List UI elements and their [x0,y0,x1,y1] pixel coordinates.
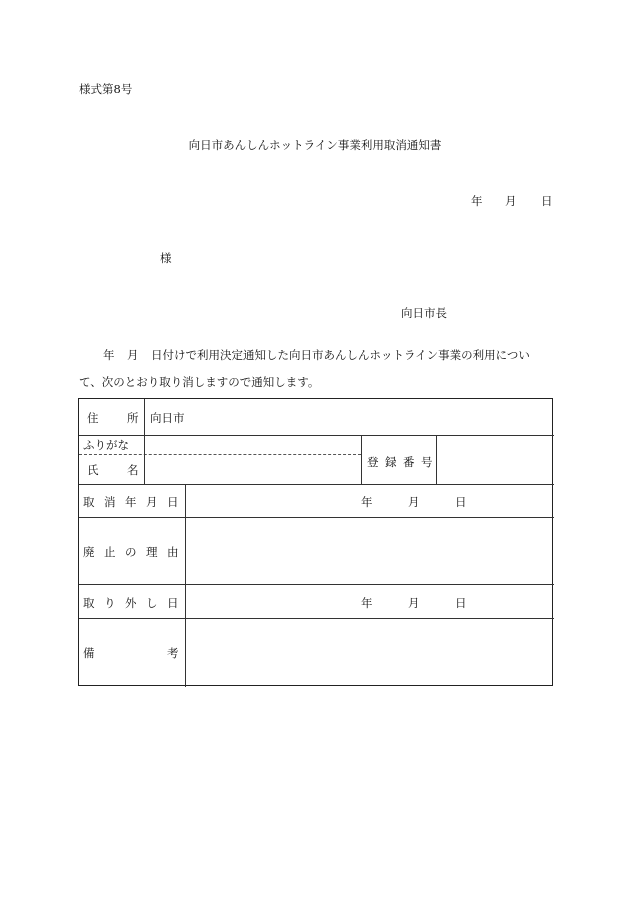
cancel-date-label-3: 年 [125,495,137,509]
removal-date-day: 日 [455,596,467,610]
cancel-date-label-4: 月 [146,495,158,509]
document-title: 向日市あんしんホットライン事業利用取消通知書 [188,138,442,152]
cancel-date-label-1: 取 [83,495,95,509]
issuer: 向日市長 [401,306,447,320]
removal-date-month: 月 [408,596,420,610]
registration-label-3: 番 [403,455,415,469]
address-value: 向日市 [150,411,185,425]
header-date-month: 月 [505,194,517,208]
reason-label-5: 由 [167,545,179,559]
reason-label-3: の [125,545,137,559]
body-year: 年 [103,348,115,362]
address-label-1: 住 [87,411,99,425]
body-line1: 日付けで利用決定通知した向日市あんしんホットライン事業の利用につい [151,348,530,362]
name-label-1: 氏 [87,463,99,477]
form-number: 様式第8号 [79,82,133,96]
info-table [78,398,553,686]
recipient-suffix: 様 [160,251,172,265]
body-line2: て、次のとおり取り消しますので通知します。 [79,375,320,389]
reason-label-2: 止 [104,545,116,559]
cancel-date-day: 日 [455,495,467,509]
name-label-2: 名 [127,463,139,477]
removal-date-year: 年 [361,596,373,610]
remarks-label-2: 考 [167,646,179,660]
removal-date-label-5: 日 [167,596,179,610]
address-label-2: 所 [127,411,139,425]
furigana-label: ふりがな [83,438,129,452]
removal-date-label-2: り [104,596,116,610]
header-date-year: 年 [471,194,483,208]
body-month: 月 [127,348,139,362]
cancel-date-year: 年 [361,495,373,509]
removal-date-label-1: 取 [83,596,95,610]
registration-label-4: 号 [421,455,433,469]
registration-label-1: 登 [367,455,379,469]
reason-label-4: 理 [146,545,158,559]
registration-label-2: 録 [385,455,397,469]
remarks-label-1: 備 [83,646,95,660]
removal-date-label-3: 外 [125,596,137,610]
cancel-date-label-5: 日 [167,495,179,509]
cancel-date-month: 月 [408,495,420,509]
removal-date-label-4: し [146,596,158,610]
cancel-date-label-2: 消 [104,495,116,509]
reason-label-1: 廃 [83,545,95,559]
header-date-day: 日 [541,194,553,208]
